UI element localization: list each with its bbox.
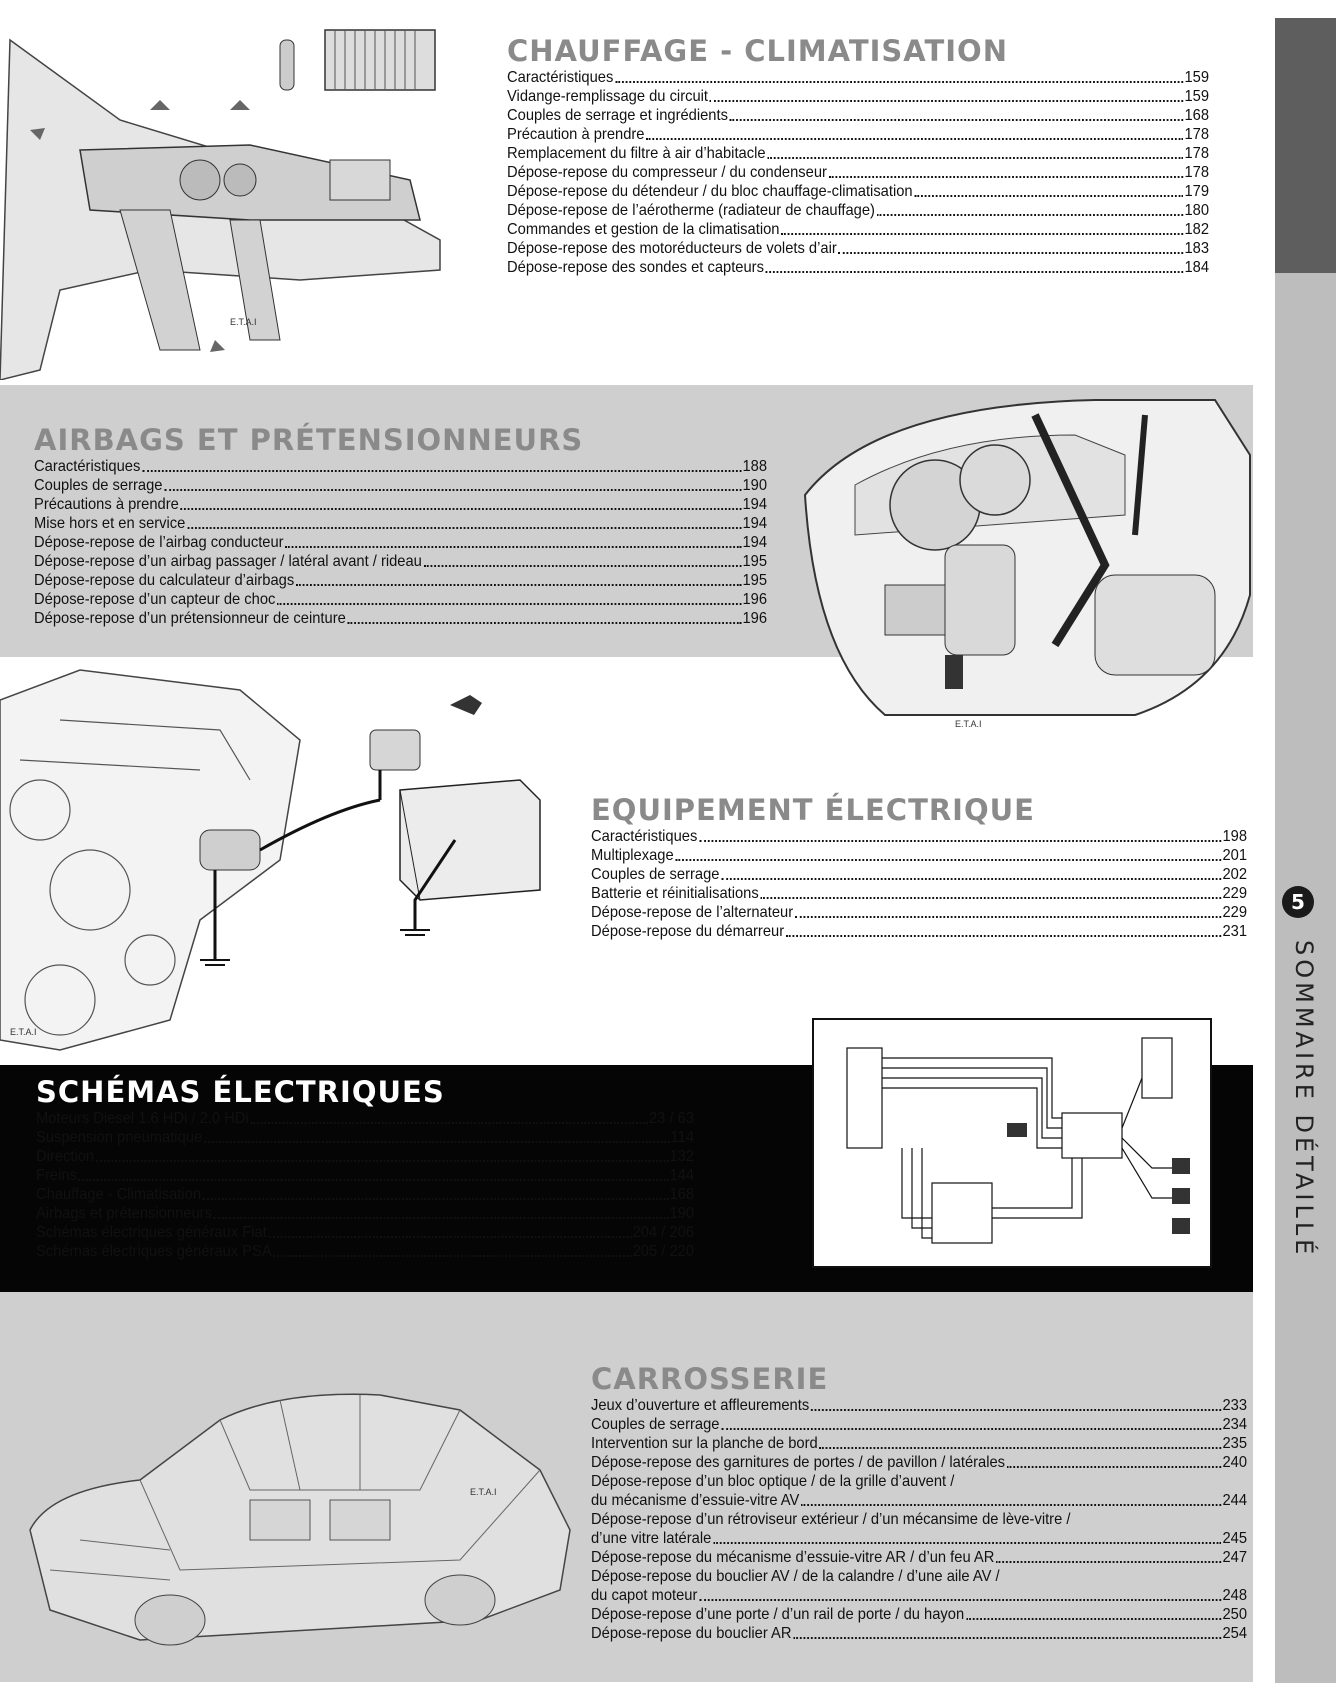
- toc-item[interactable]: Dépose-repose d’un airbag passager / latéral avant / rideau 195: [34, 553, 768, 570]
- toc-item[interactable]: Dépose-repose d’une porte / d’un rail de porte / du hayon 250: [591, 1606, 1248, 1623]
- toc-item[interactable]: Caractéristiques 159: [507, 69, 1210, 86]
- toc-item[interactable]: Remplacement du filtre à air d’habitacle 178: [507, 145, 1210, 162]
- toc-item[interactable]: Dépose-repose du détendeur / du bloc chauffage-climatisation 179: [507, 183, 1210, 200]
- toc-list-schemas: [36, 1109, 694, 1261]
- vertical-title-text: SOMMAIRE DÉTAILLÉ: [1290, 940, 1318, 1259]
- toc-list-equipement: [591, 827, 1247, 941]
- toc-item[interactable]: Dépose-repose de l’aérotherme (radiateur de chauffage) 180: [507, 202, 1210, 219]
- toc-item[interactable]: Mise hors et en service 194: [34, 515, 768, 532]
- section-schemas: [36, 1077, 694, 1261]
- section-airbags: [34, 425, 767, 628]
- toc-item[interactable]: Moteurs Diesel 1.6 HDi / 2.0 HDi 23 / 63: [36, 1110, 695, 1127]
- toc-item[interactable]: Chauffage - Climatisation 168: [36, 1186, 695, 1203]
- toc-item[interactable]: Dépose-repose des sondes et capteurs 184: [507, 259, 1210, 276]
- toc-item[interactable]: Dépose-repose du bouclier AR 254: [591, 1625, 1248, 1642]
- toc-list-chauffage: [507, 68, 1209, 277]
- section-carrosserie: [591, 1364, 1247, 1643]
- hvac-illustration: [0, 20, 470, 380]
- toc-item[interactable]: Dépose-repose de l’airbag conducteur 194: [34, 534, 768, 551]
- body-stamp: E.T.A.I: [470, 1487, 497, 1497]
- toc-item[interactable]: Multiplexage 201: [591, 847, 1248, 864]
- toc-item[interactable]: Intervention sur la planche de bord 235: [591, 1435, 1248, 1452]
- toc-item-line2[interactable]: du capot moteur 248: [591, 1587, 1248, 1604]
- toc-item[interactable]: Dépose-repose du démarreur 231: [591, 923, 1248, 940]
- section-title: CARROSSERIE: [591, 1362, 829, 1396]
- section-title: AIRBAGS ET PRÉTENSIONNEURS: [34, 423, 584, 457]
- airbag-stamp: E.T.A.I: [955, 719, 982, 729]
- toc-item[interactable]: Précaution à prendre 178: [507, 126, 1210, 143]
- toc-list-airbags: [34, 457, 767, 628]
- body-illustration: [20, 1370, 580, 1660]
- toc-item[interactable]: Dépose-repose de l’alternateur 229: [591, 904, 1248, 921]
- toc-item[interactable]: Direction 132: [36, 1148, 695, 1165]
- toc-item[interactable]: Dépose-repose d’un capteur de choc 196: [34, 591, 768, 608]
- toc-item[interactable]: Batterie et réinitialisations 229: [591, 885, 1248, 902]
- sidebar: [1253, 0, 1336, 1698]
- toc-item[interactable]: Schémas électriques généraux Fiat 204 / 206: [36, 1224, 695, 1241]
- toc-item-line2[interactable]: du mécanisme d’essuie-vitre AV 244: [591, 1492, 1248, 1509]
- hvac-stamp: E.T.A.I: [230, 317, 257, 327]
- toc-item[interactable]: Précautions à prendre 194: [34, 496, 768, 513]
- vertical-title: [1270, 940, 1330, 1259]
- toc-item[interactable]: Dépose-repose d’un prétensionneur de ceinture 196: [34, 610, 768, 627]
- toc-item[interactable]: Couples de serrage 202: [591, 866, 1248, 883]
- engine-illustration: [0, 660, 560, 1060]
- sidebar-strip-dark: [1275, 18, 1336, 273]
- section-chauffage: [507, 36, 1209, 277]
- toc-item[interactable]: Schémas électriques généraux PSA 205 / 220: [36, 1243, 695, 1260]
- toc-item[interactable]: Dépose-repose des garnitures de portes / de pavillon / latérales 240: [591, 1454, 1248, 1471]
- toc-item[interactable]: Freins 144: [36, 1167, 695, 1184]
- airbag-illustration: [795, 395, 1255, 740]
- section-title: SCHÉMAS ÉLECTRIQUES: [36, 1075, 445, 1109]
- toc-item[interactable]: Dépose-repose du calculateur d’airbags 195: [34, 572, 768, 589]
- toc-item-line1[interactable]: Dépose-repose d’un rétroviseur extérieur / d’un mécansime de lève-vitre /: [591, 1511, 1071, 1528]
- section-title: EQUIPEMENT ÉLECTRIQUE: [591, 793, 1035, 827]
- toc-item[interactable]: Couples de serrage 190: [34, 477, 768, 494]
- toc-item[interactable]: Caractéristiques 188: [34, 458, 768, 475]
- engine-stamp: E.T.A.I: [10, 1027, 37, 1037]
- toc-item[interactable]: Couples de serrage 234: [591, 1416, 1248, 1433]
- section-title: CHAUFFAGE - CLIMATISATION: [507, 34, 1008, 68]
- toc-list-carrosserie: [591, 1396, 1247, 1643]
- toc-item-line1[interactable]: Dépose-repose d’un bloc optique / de la grille d’auvent /: [591, 1473, 955, 1490]
- toc-item[interactable]: Commandes et gestion de la climatisation 182: [507, 221, 1210, 238]
- section-equipement: [591, 795, 1247, 941]
- toc-item[interactable]: Jeux d’ouverture et affleurements 233: [591, 1397, 1248, 1414]
- toc-item[interactable]: Dépose-repose du compresseur / du condenseur 178: [507, 164, 1210, 181]
- toc-item-line1[interactable]: Dépose-repose du bouclier AV / de la calandre / d’une aile AV /: [591, 1568, 1000, 1585]
- toc-item[interactable]: Couples de serrage et ingrédients 168: [507, 107, 1210, 124]
- toc-item[interactable]: Vidange-remplissage du circuit 159: [507, 88, 1210, 105]
- toc-item[interactable]: Caractéristiques 198: [591, 828, 1248, 845]
- toc-item[interactable]: Dépose-repose des motoréducteurs de volets d’air 183: [507, 240, 1210, 257]
- toc-item[interactable]: Dépose-repose du mécanisme d’essuie-vitre AR / d’un feu AR 247: [591, 1549, 1248, 1566]
- page-number-badge: 5: [1282, 886, 1314, 918]
- toc-item[interactable]: Airbags et prétensionneurs 190: [36, 1205, 695, 1222]
- schematic-illustration: [812, 1018, 1212, 1268]
- toc-item-line2[interactable]: d’une vitre latérale 245: [591, 1530, 1248, 1547]
- toc-item[interactable]: Suspension pneumatique 114: [36, 1129, 695, 1146]
